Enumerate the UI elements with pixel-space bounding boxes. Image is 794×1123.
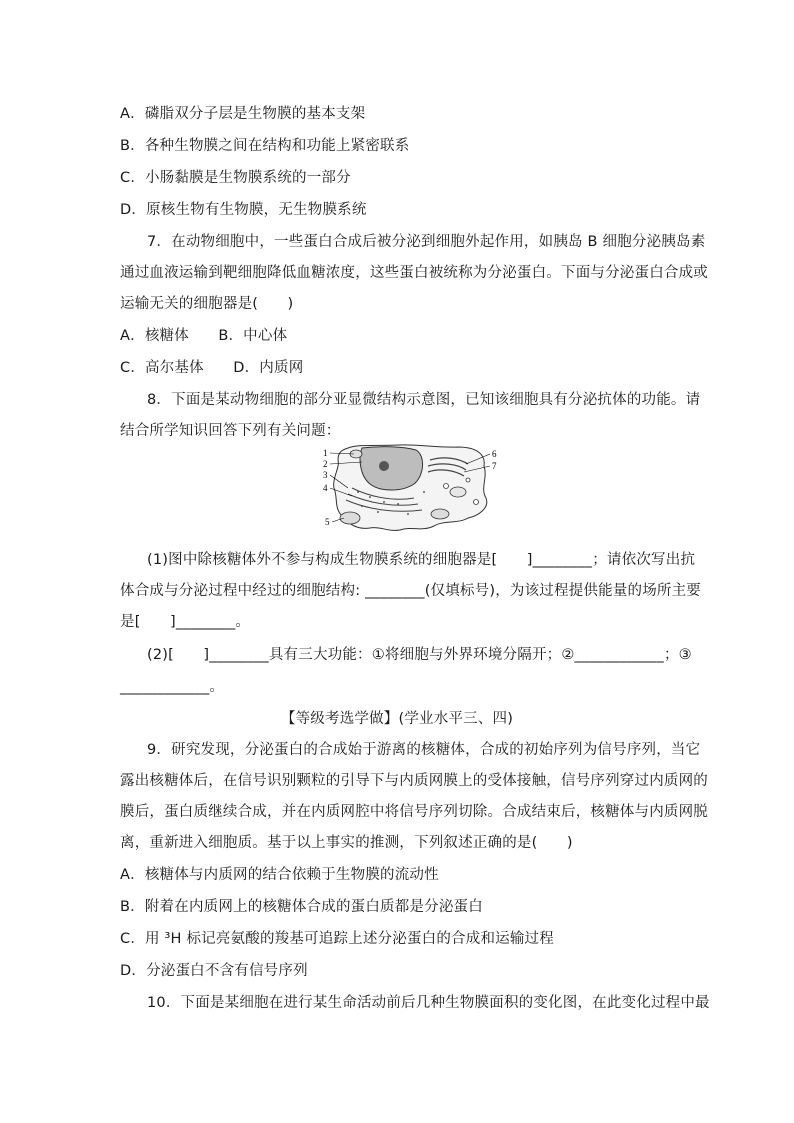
section-heading: 【等级考选学做】(学业水平三、四) [280,711,514,727]
q9-stem-line4: 离，重新进入细胞质。基于以上事实的推测，下列叙述正确的是( ) [120,835,573,851]
figure-label-2: 2 [323,459,328,469]
figure-label-7: 7 [492,461,497,471]
q6-option-d: D．原核生物有生物膜，无生物膜系统 [120,202,367,218]
q8-stem-line2: 结合所学知识回答下列有关问题： [120,423,341,439]
figure-label-6: 6 [492,449,497,459]
q9-option-d: D．分泌蛋白不含有信号序列 [120,963,308,979]
q10-stem-line1: 10．下面是某细胞在进行某生命活动前后几种生物膜面积的变化图，在此变化过程中最 [147,995,710,1011]
q8-part2-line2: ____________。 [120,679,225,695]
q7-stem-line2: 通过血液运输到靶细胞降低血糖浓度，这些蛋白被统称为分泌蛋白。下面与分泌蛋白合成或 [120,265,708,281]
q7-options-cd: C．高尔基体 D．内质网 [120,360,304,376]
mitochondrion-bottom [340,512,360,524]
q8-stem-line1: 8．下面是某动物细胞的部分亚显微结构示意图，已知该细胞具有分泌抗体的功能。请 [147,392,701,408]
vesicle-small-1 [444,484,449,489]
q8-part1-line2: 体合成与分泌过程中经过的细胞结构: ________(仅填标号)，为该过程提供能量的场所主要 [120,583,702,599]
mitochondrion-right [431,509,449,519]
q7-options-ab: A．核糖体 B．中心体 [120,328,288,344]
cell-structure-diagram [318,442,502,534]
q6-option-b: B．各种生物膜之间在结构和功能上紧密联系 [120,138,410,154]
figure-label-5: 5 [325,517,330,527]
figure-label-4: 4 [323,483,328,493]
q8-part1-line1: (1)图中除核糖体外不参与构成生物膜系统的细胞器是[ ]________；请依次写出抗 [147,552,696,568]
figure-label-3: 3 [323,470,328,480]
q8-part1-line3: 是[ ]________。 [120,614,251,630]
q9-stem-line2: 露出核糖体后，在信号识别颗粒的引导下与内质网膜上的受体接触，信号序列穿过内质网的 [120,773,708,789]
q9-stem-line1: 9．研究发现，分泌蛋白的合成始于游离的核糖体，合成的初始序列为信号序列，当它 [147,742,701,758]
q6-option-a: A．磷脂双分子层是生物膜的基本支架 [120,106,366,122]
cell-diagram-svg [318,442,502,534]
nucleus [360,447,423,490]
nucleolus [379,461,389,471]
q9-option-c: C．用 ³H 标记亮氨酸的羧基可追踪上述分泌蛋白的合成和运输过程 [120,931,554,947]
q9-stem-line3: 膜后，蛋白质继续合成，并在内质网腔中将信号序列切除。合成结束后，核糖体与内质网脱 [120,804,708,820]
vesicle-large [450,487,466,497]
q7-stem-line1: 7．在动物细胞中，一些蛋白合成后被分泌到细胞外起作用，如胰岛 B 细胞分泌胰岛素 [147,234,706,250]
vesicle-small-2 [466,478,470,482]
q7-stem-line3: 运输无关的细胞器是( ) [120,296,294,312]
q9-option-a: A．核糖体与内质网的结合依赖于生物膜的流动性 [120,867,439,883]
q8-part2-line1: (2)[ ]________具有三大功能：①将细胞与外界环境分隔开；②____________；③ [147,647,692,663]
q9-option-b: B．附着在内质网上的核糖体合成的蛋白质都是分泌蛋白 [120,899,483,915]
vesicle-small-3 [474,500,479,505]
q6-option-c: C．小肠黏膜是生物膜系统的一部分 [120,170,351,186]
figure-label-1: 1 [323,448,328,458]
